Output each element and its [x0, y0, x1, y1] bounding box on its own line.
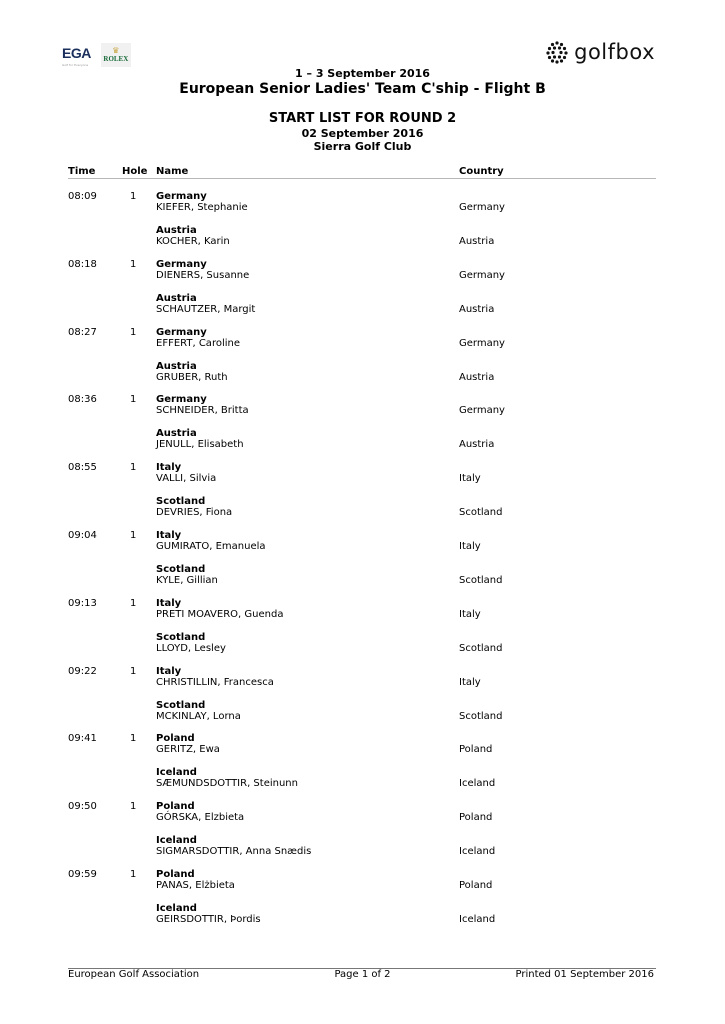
player-name: SCHAUTZER, Margit	[156, 303, 256, 315]
round-date: 02 September 2016	[301, 127, 424, 140]
player-country: Scotland	[459, 710, 503, 722]
ega-logo-tagline: Golf for Everyone	[62, 63, 89, 67]
start-hole: 1	[130, 191, 137, 202]
team-name: Austria	[156, 360, 197, 372]
player-name: PRETI MOAVERO, Guenda	[156, 608, 284, 620]
team-name: Austria	[156, 225, 197, 236]
event-title: European Senior Ladies' Team C'ship - Flight B	[179, 81, 546, 97]
tee-time: 08:09	[68, 191, 97, 202]
tee-time: 09:04	[68, 530, 97, 541]
player-country: Italy	[459, 608, 481, 620]
player-country: Italy	[459, 541, 481, 552]
player-country: Austria	[459, 371, 495, 383]
start-hole: 1	[130, 258, 137, 270]
ega-logo-text: EGA	[62, 45, 91, 61]
golfbox-ball-icon	[545, 40, 569, 64]
player-name: GUMIRATO, Emanuela	[156, 541, 266, 552]
team-name: Iceland	[156, 903, 197, 914]
player-name: SIGMARSDOTTIR, Anna Snædis	[156, 846, 312, 858]
team-name: Italy	[156, 462, 182, 474]
golfbox-logo	[545, 40, 655, 64]
team-name: Poland	[156, 801, 195, 813]
start-hole: 1	[130, 462, 137, 474]
team-name: Iceland	[156, 835, 197, 847]
player-name: VALLI, Silvia	[156, 473, 217, 485]
team-name: Italy	[156, 530, 182, 541]
player-country: Italy	[459, 676, 481, 688]
player-name: SCHNEIDER, Britta	[156, 405, 249, 417]
club-name: Sierra Golf Club	[313, 140, 412, 153]
start-list-title: START LIST FOR ROUND 2	[268, 111, 457, 126]
start-hole: 1	[130, 394, 137, 406]
sponsor-logos	[62, 42, 144, 68]
start-hole: 1	[130, 733, 137, 745]
tee-time: 08:36	[68, 394, 97, 406]
player-country: Poland	[459, 880, 493, 891]
tee-time: 09:50	[68, 801, 97, 813]
tee-time: 08:55	[68, 462, 97, 474]
player-name: LLOYD, Lesley	[156, 642, 226, 654]
tee-time: 09:59	[68, 869, 97, 880]
player-name: GEIRSDOTTIR, Þordis	[156, 914, 261, 925]
tee-time: 09:13	[68, 597, 97, 609]
tee-time: 08:27	[68, 326, 97, 338]
player-name: SÆMUNDSDOTTIR, Steinunn	[156, 778, 298, 790]
team-name: Scotland	[156, 496, 206, 508]
player-name: JENULL, Elisabeth	[156, 439, 244, 451]
footer-organization: European Golf Association	[68, 969, 200, 980]
start-hole: 1	[130, 326, 137, 338]
player-country: Italy	[459, 473, 481, 485]
column-header-name: Name	[156, 166, 189, 177]
start-hole: 1	[130, 869, 137, 880]
player-country: Austria	[459, 236, 495, 247]
team-name: Scotland	[156, 631, 206, 643]
team-name: Germany	[156, 326, 207, 338]
player-country: Iceland	[459, 914, 496, 925]
team-name: Italy	[156, 597, 182, 609]
player-name: EFFERT, Caroline	[156, 337, 240, 349]
team-name: Germany	[156, 258, 207, 270]
player-country: Austria	[459, 439, 495, 451]
header-divider	[68, 178, 656, 179]
rolex-logo	[101, 43, 131, 67]
start-hole: 1	[130, 530, 137, 541]
team-name: Germany	[156, 394, 207, 406]
start-hole: 1	[130, 597, 137, 609]
player-country: Scotland	[459, 575, 503, 586]
rolex-crown-icon: ♛	[112, 46, 120, 55]
player-country: Scotland	[459, 507, 503, 519]
player-name: GERITZ, Ewa	[156, 744, 220, 756]
player-country: Germany	[459, 269, 505, 281]
team-name: Germany	[156, 191, 207, 202]
player-name: DEVRIES, Fiona	[156, 507, 233, 519]
column-header-country: Country	[459, 166, 504, 177]
player-name: KOCHER, Karin	[156, 236, 230, 247]
player-name: PANAS, Elżbieta	[156, 880, 235, 891]
player-country: Poland	[459, 812, 493, 824]
player-name: GRUBER, Ruth	[156, 371, 228, 383]
team-name: Poland	[156, 869, 195, 880]
player-country: Poland	[459, 744, 493, 756]
column-header-time: Time	[68, 166, 96, 177]
column-header-hole: Hole	[122, 166, 148, 177]
player-name: KYLE, Gillian	[156, 575, 218, 586]
tee-time: 08:18	[68, 258, 97, 270]
player-country: Iceland	[459, 778, 496, 790]
player-country: Austria	[459, 303, 495, 315]
player-country: Germany	[459, 405, 505, 417]
player-name: GÓRSKA, Elzbieta	[156, 812, 245, 824]
golfbox-logo-text: golfbox	[574, 40, 655, 64]
start-hole: 1	[130, 801, 137, 813]
team-name: Italy	[156, 665, 182, 677]
start-hole: 1	[130, 665, 137, 677]
player-name: MCKINLAY, Lorna	[156, 710, 241, 722]
ega-logo	[62, 43, 91, 67]
player-country: Germany	[459, 337, 505, 349]
footer-page-number: Page 1 of 2	[334, 969, 391, 980]
player-name: CHRISTILLIN, Francesca	[156, 676, 274, 688]
player-country: Scotland	[459, 642, 503, 654]
tee-time: 09:22	[68, 665, 97, 677]
player-name: KIEFER, Stephanie	[156, 202, 248, 213]
player-name: DIENERS, Susanne	[156, 269, 250, 281]
event-dates: 1 – 3 September 2016	[295, 67, 430, 80]
footer-printed-date: Printed 01 September 2016	[515, 969, 654, 980]
team-name: Poland	[156, 733, 195, 745]
team-name: Iceland	[156, 767, 197, 779]
player-country: Germany	[459, 202, 505, 213]
team-name: Austria	[156, 428, 197, 440]
team-name: Scotland	[156, 564, 206, 575]
tee-time: 09:41	[68, 733, 97, 745]
team-name: Scotland	[156, 699, 206, 711]
rolex-logo-text: ROLEX	[103, 55, 129, 63]
team-name: Austria	[156, 292, 197, 304]
player-country: Iceland	[459, 846, 496, 858]
